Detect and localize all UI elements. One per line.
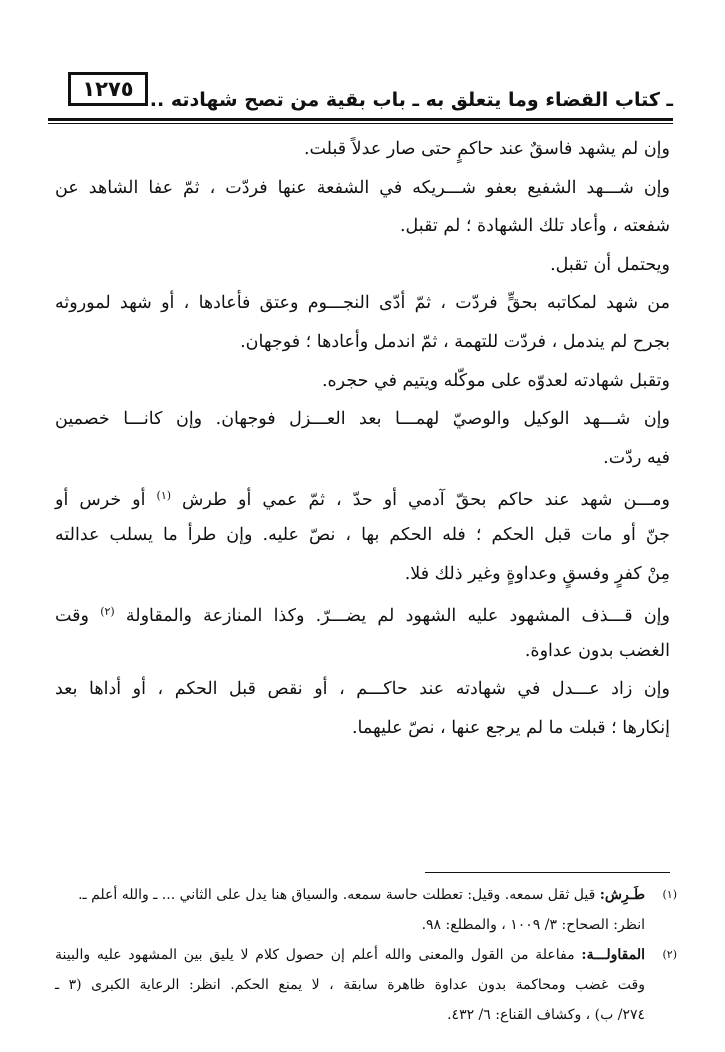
text-line: ومـــن شهد عند حاكم بحقّ آدمي أو حدّ ، ثمّ عمي أو طرش $^{(١)}$ أو خرس أو — [55, 489, 670, 511]
text-line: مِنْ كفرٍ وفسقٍ وعداوةٍ وغير ذلك فلا. — [404, 563, 670, 584]
footnote-text: وقت غضب ومحاكمة بدون عداوة ظاهرة سابقة ، لا يمنع الحكم. انظر: الرعاية الكبرى (٣ ـ — [55, 977, 645, 993]
footnote-line — [55, 910, 645, 940]
footnote-number: (١) — [662, 888, 677, 901]
text-line: شفعته ، وأعاد تلك الشهادة ؛ لم تقبل. — [399, 216, 670, 237]
footnote-number: (٢) — [662, 948, 677, 961]
text-line: فيه ردّت. — [603, 447, 670, 468]
footnote-text: انظر: الصحاح: ٣/ ١٠٠٩ ، والمطلع: ٩٨. — [421, 917, 645, 933]
text-line: وإن قـــذف المشهود عليه الشهود لم يضـــرّ. وكذا المنازعة والمقاولة $^{(٢)}$ وقت — [55, 605, 670, 627]
footnote-term: طَـرِش: — [599, 887, 645, 903]
footnote-text: قيل ثقل سمعه. وقيل: تعطلت حاسة سمعه. والسياق هنا يدل على الثاني ... ـ والله أعلم ـ. — [78, 887, 596, 903]
footnote-ref: (٢) — [100, 605, 115, 619]
text-line: وإن زاد عـــدل في شهادته عند حاكـــم ، أو نقص قبل الحكم ، أو أداها بعد — [55, 679, 670, 700]
text-line: وإن شـــهد الوكيل والوصيّ لهمـــا بعد العـــزل فوجهان. وإن كانـــا خصمين — [55, 409, 670, 430]
footnote — [55, 940, 677, 1030]
text-line: وتقبل شهادته لعدوّه على موكّله ويتيم في حجره. — [321, 370, 670, 391]
text-line: من شهد لمكاتبه بحقٍّ فردّت ، ثمّ أدّى النجـــوم وعتق فأعادها ، أو شهد لموروثه — [55, 293, 670, 314]
text-line: الغضب بدون عداوة. — [524, 640, 670, 661]
text-line: وإن لم يشهد فاسقٌ عند حاكمٍ حتى صار عدلاً قبلت. — [303, 139, 670, 159]
page-number: ١٢٧٥ — [68, 72, 148, 106]
footnote-line — [55, 940, 645, 970]
running-title: ـ كتاب القضاء وما يتعلق به ـ باب بقية من تصح شهادته .. — [149, 89, 673, 111]
footnote-ref: (١) — [156, 489, 172, 503]
text-line: ويحتمل أن تقبل. — [550, 254, 670, 275]
footnote-text: ٢٧٤/ ب) ، وكشاف القناع: ٦/ ٤٣٢. — [447, 1007, 645, 1023]
footnote-text: مفاعلة من القول والمعنى والله أعلم إن حصول كلام لا يليق بين المشهود عليه والبينة — [55, 947, 575, 963]
footnote — [55, 880, 677, 940]
header-rule — [48, 118, 673, 121]
footnote-term: المقاولـــة: — [581, 947, 646, 963]
text-line: إنكارها ؛ قبلت ما لم يرجع عنها ، نصّ عليهما. — [351, 717, 670, 738]
footnote-separator — [425, 872, 670, 873]
footnote-line — [55, 970, 645, 1000]
text-line: وإن شـــهد الشفيع بعفو شـــريكه في الشفعة عنها فردّت ، ثمّ عفا الشاهد عن — [55, 177, 670, 198]
main-text — [55, 130, 670, 748]
header-rule-thin — [48, 123, 673, 124]
footnotes — [55, 880, 677, 1030]
footnote-line — [55, 880, 645, 910]
text-line: جنّ أو مات قبل الحكم ؛ فله الحكم بها ، نصّ عليه. وإن طرأ ما يسلب عدالته — [55, 524, 670, 545]
footnote-line — [55, 1000, 645, 1030]
text-line: بجرح لم يندمل ، فردّت للتهمة ، ثمّ اندمل وأعادها ؛ فوجهان. — [240, 331, 670, 352]
